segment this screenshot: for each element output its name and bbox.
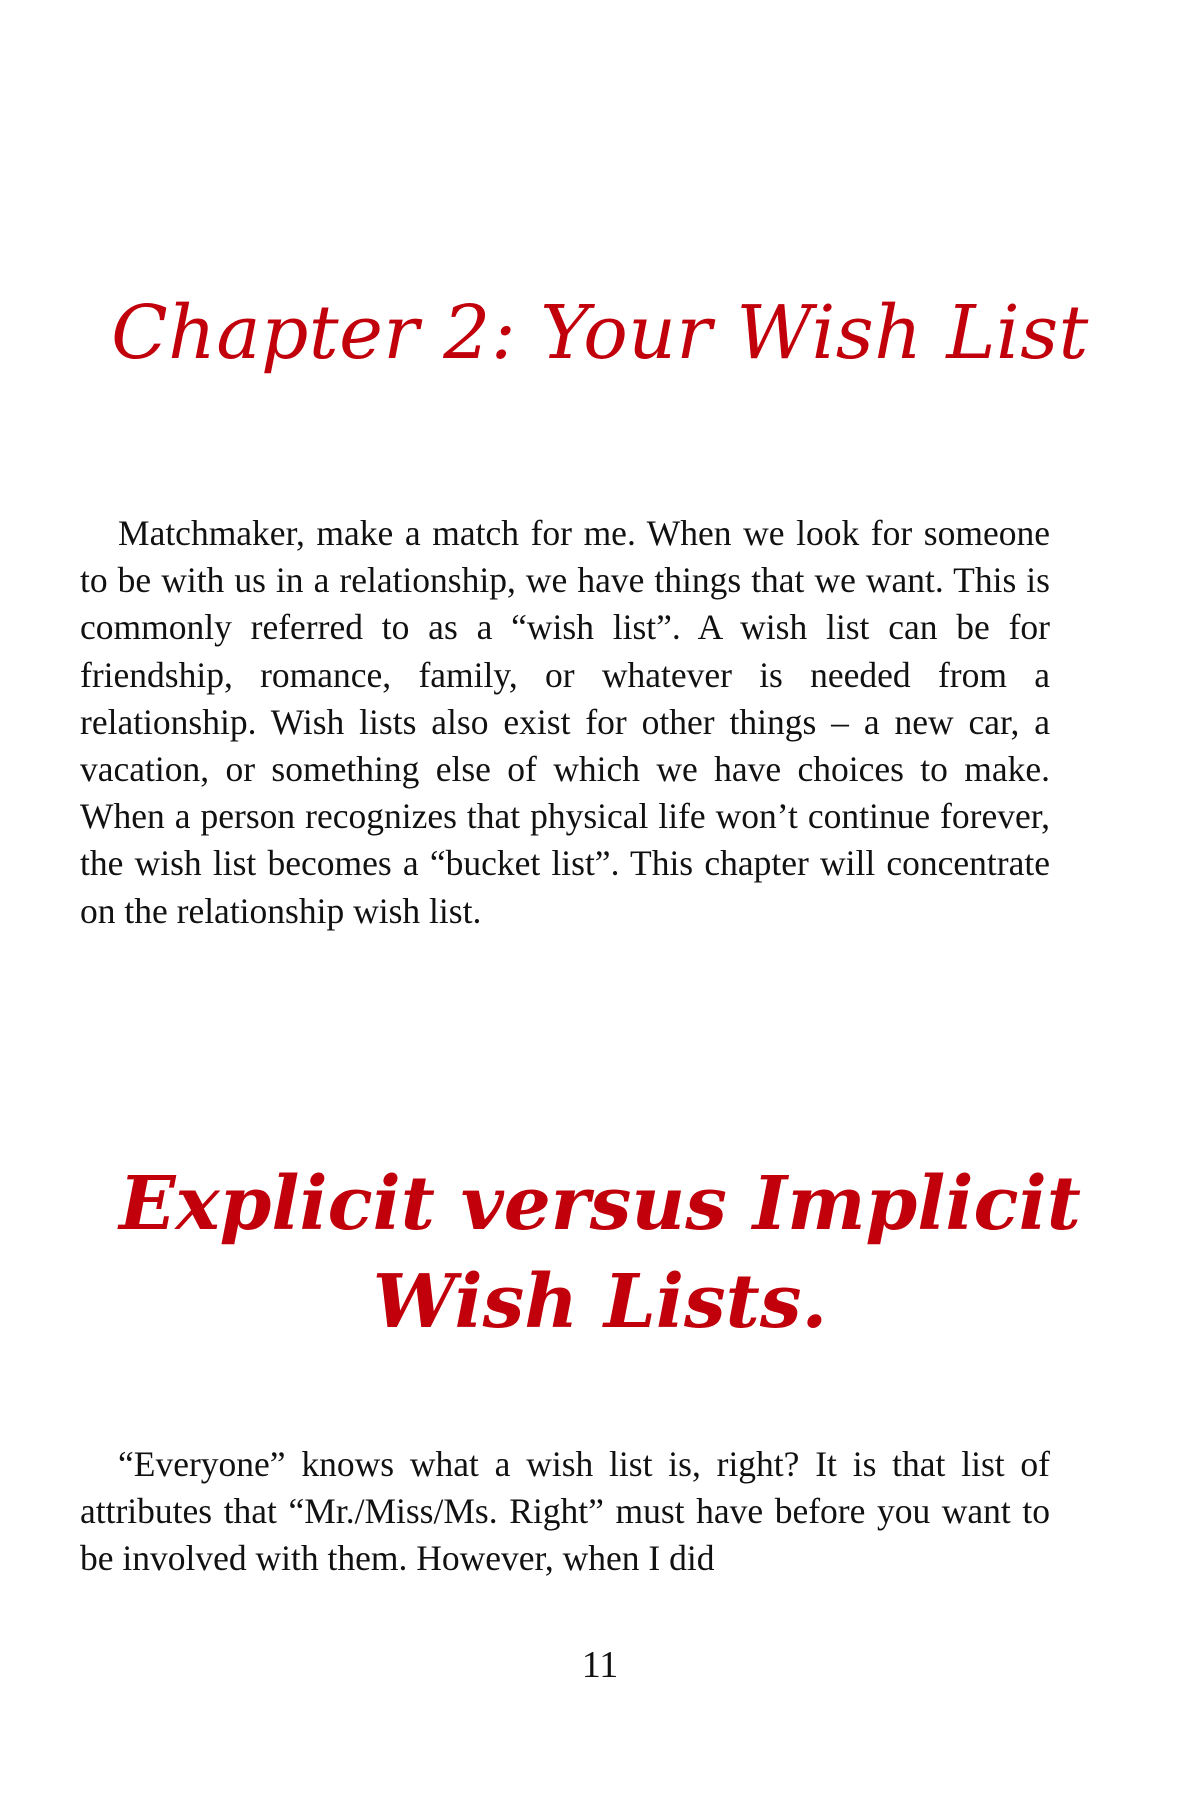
body-paragraph-intro: Matchmaker, make a match for me. When we look for someone to be with us in a relationship, we have things that we want. This is commonly referred to as a “wish list”. A wish list can be for friendship, romance, family, or whatever is needed from a relationship. Wish lists also exist for other things – a new car, a vacation, or something else of which we have choices to make. When a person recognizes that physical life won’t continue forever, the wish list becomes a “bucket list”. This chapter will concentrate on the relationship wish list.: [80, 513, 1050, 931]
body-paragraph-wish-list: “Everyone” knows what a wish list is, right? It is that list of attributes that “Mr./Miss/Ms. Right” must have before you want to be involved with them. However, when I did: [80, 1444, 1050, 1579]
section-heading: [0, 1155, 1200, 1351]
section-heading-line-1: Explicit versus Implicit: [119, 1161, 1081, 1247]
chapter-title: Chapter 2: Your Wish List: [111, 290, 1089, 376]
page-number: 11: [581, 1644, 619, 1686]
section-heading-line-2: Wish Lists.: [372, 1259, 828, 1345]
